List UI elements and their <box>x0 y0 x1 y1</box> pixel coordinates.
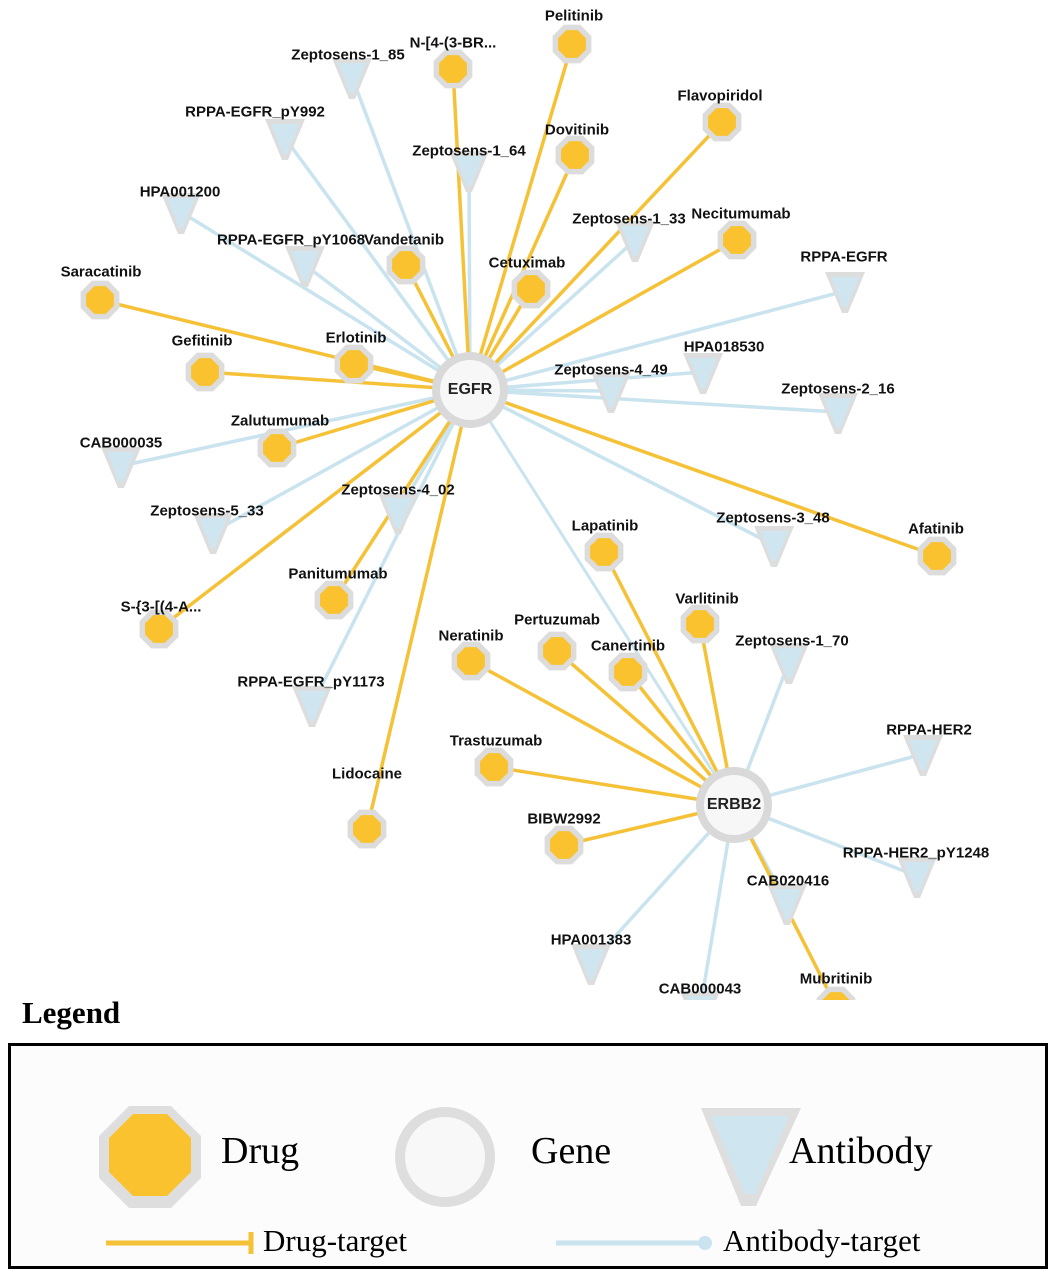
antibody-node-label: Zeptosens-1_33 <box>572 210 686 228</box>
drug-node-label: N-[4-(3-BR... <box>409 34 497 52</box>
drug-node-label: Erlotinib <box>325 329 387 347</box>
drug-node[interactable] <box>708 108 736 136</box>
drug-node[interactable] <box>320 586 348 614</box>
drug-node[interactable] <box>543 637 571 665</box>
legend-gene-icon <box>395 1107 495 1207</box>
drug-node-label: Dovitinib <box>544 121 610 139</box>
legend-label-antibody: Antibody <box>789 1130 933 1172</box>
drug-node-label: BIBW2992 <box>527 810 601 828</box>
antibody-target-edge <box>312 390 470 705</box>
drug-node[interactable] <box>923 542 951 570</box>
drug-node[interactable] <box>590 538 618 566</box>
drug-node-label: Gefitinib <box>171 332 233 350</box>
drug-node[interactable] <box>263 434 291 462</box>
drug-node-label: Trastuzumab <box>449 732 543 750</box>
drug-node[interactable] <box>480 753 508 781</box>
drug-node[interactable] <box>392 251 420 279</box>
drug-node[interactable] <box>517 275 545 303</box>
drug-node-label: Cetuximab <box>488 254 566 272</box>
drug-node-label: Vandetanib <box>363 231 445 249</box>
drug-node-label: Varlitinib <box>675 590 739 608</box>
drug-node[interactable] <box>561 141 589 169</box>
drug-node[interactable] <box>353 815 381 843</box>
antibody-node-label: CAB020416 <box>746 872 830 890</box>
drug-target-edge <box>470 390 937 556</box>
antibody-node-label: RPPA-EGFR_pY1173 <box>237 673 385 691</box>
legend-label-antibody-target: Antibody-target <box>723 1223 921 1258</box>
antibody-node-label: Zeptosens-1_85 <box>291 46 405 64</box>
legend-label-drug: Drug <box>221 1130 300 1172</box>
drug-node-label: Afatinib <box>908 520 964 538</box>
drug-node[interactable] <box>86 286 114 314</box>
antibody-node-label: Zeptosens-1_64 <box>412 142 526 160</box>
antibody-node-label: Zeptosens-4_02 <box>341 481 455 499</box>
gene-node-label: ERBB2 <box>706 796 762 813</box>
antibody-node-label: Zeptosens-1_70 <box>735 632 849 650</box>
drug-node[interactable] <box>686 610 714 638</box>
drug-node-label: Necitumumab <box>691 205 791 223</box>
drug-node[interactable] <box>614 658 642 686</box>
antibody-node-label: Zeptosens-3_48 <box>716 509 830 527</box>
drug-node[interactable] <box>439 55 467 83</box>
drug-node-label: Pertuzumab <box>514 611 600 629</box>
drug-node[interactable] <box>723 226 751 254</box>
drug-node-label: Lapatinib <box>571 517 639 535</box>
antibody-node-label: RPPA-EGFR <box>800 248 888 266</box>
legend-antibody-icon <box>701 1108 801 1206</box>
antibody-node-label: Zeptosens-5_33 <box>150 502 264 520</box>
legend-title: Legend <box>22 995 121 1030</box>
legend-label-gene: Gene <box>531 1130 612 1172</box>
antibody-node-label: RPPA-HER2 <box>886 721 972 739</box>
antibody-node-label: Zeptosens-4_49 <box>554 361 668 379</box>
drug-node[interactable] <box>340 350 368 378</box>
drug-node-label: Panitumumab <box>288 565 388 583</box>
drug-node[interactable] <box>558 30 586 58</box>
drug-node-label: Flavopiridol <box>677 87 763 105</box>
antibody-node-label: HPA018530 <box>683 338 765 356</box>
legend-drug-icon <box>99 1106 201 1208</box>
antibody-node-label: CAB000035 <box>79 434 163 452</box>
drug-node-label: S-{3-[(4-A... <box>120 598 202 616</box>
antibody-node-label: HPA001383 <box>550 931 632 949</box>
antibody-node-label: CAB000043 <box>658 980 742 998</box>
drug-node-label: Pelitinib <box>544 7 604 25</box>
legend-box <box>8 1043 1048 1269</box>
legend-drug-edge <box>106 1232 251 1254</box>
legend-label-drug-target: Drug-target <box>263 1223 408 1258</box>
drug-node[interactable] <box>550 831 578 859</box>
drug-node-label: Saracatinib <box>60 263 142 281</box>
antibody-node-label: HPA001200 <box>139 183 221 201</box>
antibody-node-label: RPPA-EGFR_pY1068 <box>216 231 366 249</box>
drug-node-label: Canertinib <box>590 637 666 655</box>
antibody-node-label: Zeptosens-2_16 <box>781 380 895 398</box>
drug-node-label: Mubritinib <box>799 970 873 988</box>
drug-node[interactable] <box>191 358 219 386</box>
drug-node[interactable] <box>145 615 173 643</box>
gene-node-label: EGFR <box>447 381 493 398</box>
drug-node-label: Zalutumumab <box>230 412 330 430</box>
legend-antibody-edge <box>556 1236 712 1250</box>
drug-node-label: Neratinib <box>438 627 504 645</box>
antibody-node-label: RPPA-HER2_pY1248 <box>842 844 990 862</box>
antibody-node-label: RPPA-EGFR_pY992 <box>185 103 325 121</box>
drug-node[interactable] <box>457 647 485 675</box>
drug-target-edge <box>453 69 470 390</box>
drug-node-label: Lidocaine <box>331 765 403 783</box>
